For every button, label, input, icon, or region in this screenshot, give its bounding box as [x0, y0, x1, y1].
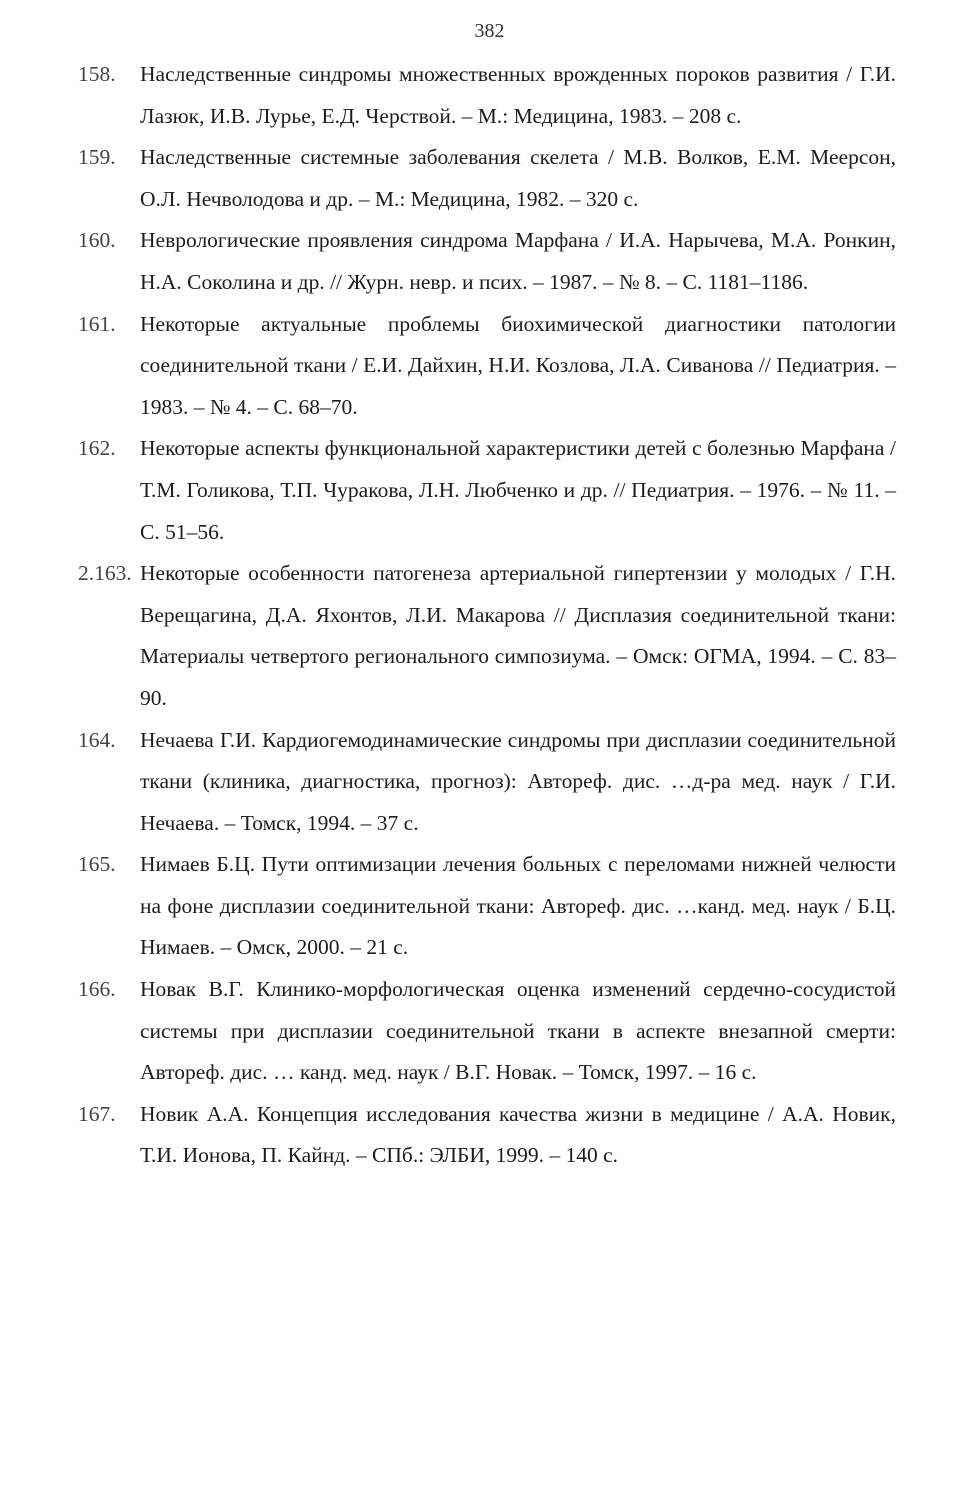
reference-item — [78, 553, 896, 719]
reference-text: Наследственные синдромы множественных врожденных пороков развития / Г.И. Лазюк, И.В. Лурье, Е.Д. Черствой. – М.: Медицина, 1983. – 208 с. — [140, 62, 896, 128]
page-number: 382 — [474, 20, 505, 42]
reference-item — [78, 720, 896, 845]
reference-number: 162. — [78, 436, 116, 461]
reference-item — [78, 428, 896, 553]
reference-text: Новик А.А. Концепция исследования качества жизни в медицине / А.А. Новик, Т.И. Ионова, П. Кайнд. – СПб.: ЭЛБИ, 1999. – 140 с. — [140, 1101, 896, 1168]
reference-number: 160. — [78, 228, 116, 253]
reference-text: Нечаева Г.И. Кардиогемодинамические синдромы при дисплазии соединительной ткани (клиника, диагностика, прогноз): Автореф. дис. …д-ра мед. наук / Г.И. Нечаева. – Томск, 1994. – 37 с. — [140, 727, 896, 835]
reference-text: Некоторые актуальные проблемы биохимической диагностики патологии соединительной ткани / Е.И. Дайхин, Н.И. Козлова, Л.А. Сиванова // Педиатрия. – 1983. – № 4. – С. 68–70. — [140, 311, 896, 419]
reference-text: Неврологические проявления синдрома Марфана / И.А. Нарычева, М.А. Ронкин, Н.А. Соколина и др. // Журн. невр. и псих. – 1987. – № 8. – С. 1181–1186. — [140, 228, 896, 294]
reference-item — [78, 1094, 896, 1177]
reference-list — [78, 54, 896, 1177]
reference-number: 2.163. — [78, 561, 132, 586]
reference-item — [78, 54, 896, 137]
reference-text: Некоторые аспекты функциональной характеристики детей с болезнью Марфана / Т.М. Голикова, Т.П. Чуракова, Л.Н. Любченко и др. // Педиатрия. – 1976. – № 11. – С. 51–56. — [140, 436, 896, 544]
reference-number: 167. — [78, 1101, 116, 1126]
reference-number: 164. — [78, 727, 116, 752]
reference-text: Наследственные системные заболевания скелета / М.В. Волков, Е.М. Меерсон, О.Л. Нечволодова и др. – М.: Медицина, 1982. – 320 с. — [140, 145, 896, 211]
reference-item — [78, 304, 896, 429]
reference-text: Некоторые особенности патогенеза артериальной гипертензии у молодых / Г.Н. Верещагина, Д.А. Яхонтов, Л.И. Макарова // Дисплазия соединительной ткани: Материалы четвертого регионального симпозиума. – Омск: ОГМА, 1994. – С. 83–90. — [140, 561, 896, 710]
reference-number: 166. — [78, 977, 116, 1002]
reference-item — [78, 137, 896, 220]
reference-number: 165. — [78, 852, 116, 877]
reference-number: 158. — [78, 62, 116, 86]
reference-text: Нимаев Б.Ц. Пути оптимизации лечения больных с переломами нижней челюсти на фоне дисплазии соединительной ткани: Автореф. дис. …канд. мед. наук / Б.Ц. Нимаев. – Омск, 2000. – 21 с. — [140, 852, 896, 960]
reference-item — [78, 220, 896, 303]
reference-item — [78, 969, 896, 1094]
reference-item — [78, 844, 896, 969]
reference-number: 159. — [78, 145, 116, 170]
reference-number: 161. — [78, 311, 116, 336]
reference-text: Новак В.Г. Клинико-морфологическая оценка изменений сердечно-сосудистой системы при дисплазии соединительной ткани в аспекте внезапной смерти: Автореф. дис. … канд. мед. наук / В.Г. Новак. – Томск, 1997. – 16 с. — [140, 977, 896, 1085]
